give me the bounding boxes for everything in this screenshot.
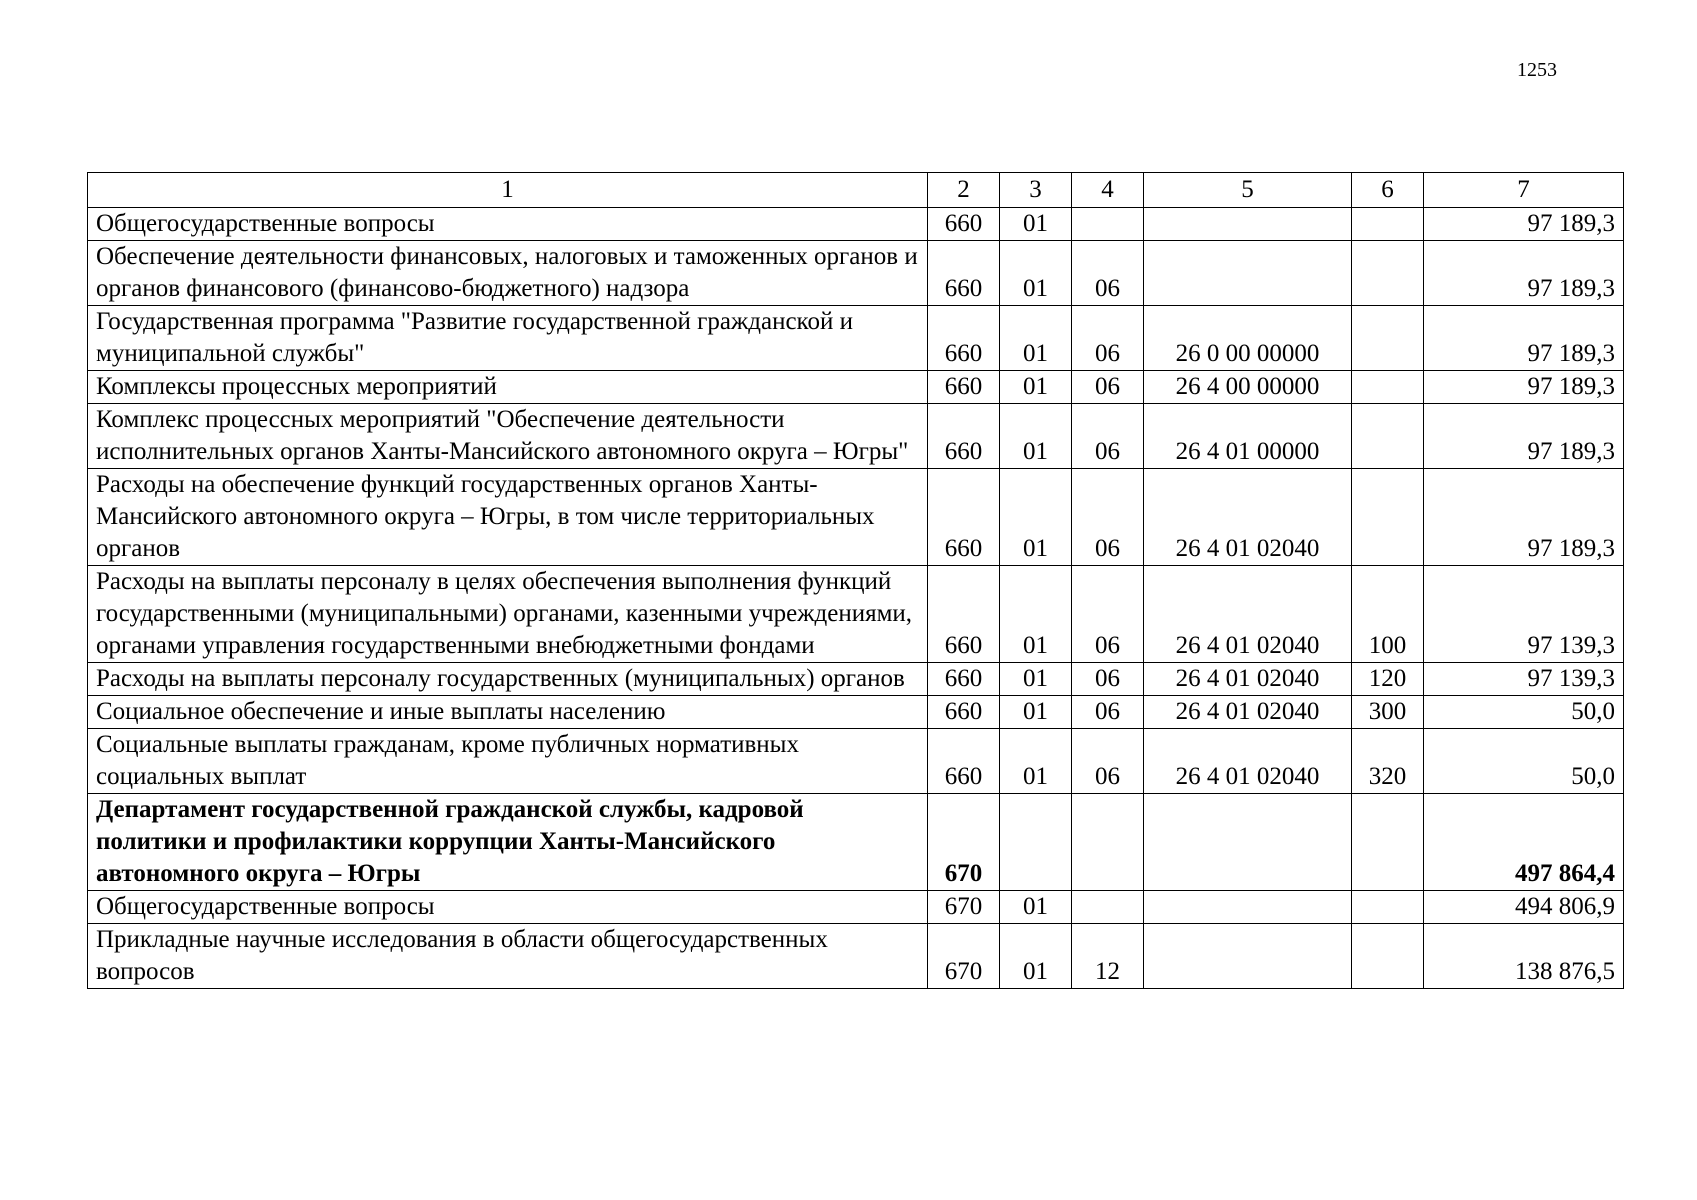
table-row bbox=[88, 729, 1624, 794]
row-amount: 50,0 bbox=[1424, 696, 1624, 729]
row-code-2: 660 bbox=[928, 306, 1000, 371]
row-code-5 bbox=[1144, 241, 1352, 306]
row-code-4: 06 bbox=[1072, 371, 1144, 404]
row-code-2: 660 bbox=[928, 696, 1000, 729]
row-code-2: 660 bbox=[928, 729, 1000, 794]
row-code-6 bbox=[1352, 208, 1424, 241]
row-amount: 50,0 bbox=[1424, 729, 1624, 794]
row-code-2: 670 bbox=[928, 794, 1000, 891]
row-code-4 bbox=[1072, 891, 1144, 924]
row-code-4 bbox=[1072, 208, 1144, 241]
row-name: Расходы на обеспечение функций государственных органов Ханты-Мансийского автономного округа – Югры, в том числе территориальных органов bbox=[88, 469, 928, 566]
row-code-4 bbox=[1072, 794, 1144, 891]
row-amount: 97 139,3 bbox=[1424, 566, 1624, 663]
row-code-5: 26 4 01 02040 bbox=[1144, 696, 1352, 729]
column-header: 5 bbox=[1144, 173, 1352, 208]
row-amount: 138 876,5 bbox=[1424, 924, 1624, 989]
row-code-6 bbox=[1352, 469, 1424, 566]
row-code-3: 01 bbox=[1000, 371, 1072, 404]
row-code-3: 01 bbox=[1000, 306, 1072, 371]
row-code-4: 06 bbox=[1072, 469, 1144, 566]
row-code-2: 660 bbox=[928, 566, 1000, 663]
table-row bbox=[88, 469, 1624, 566]
row-code-6 bbox=[1352, 891, 1424, 924]
row-code-5: 26 0 00 00000 bbox=[1144, 306, 1352, 371]
row-name: Общегосударственные вопросы bbox=[88, 208, 928, 241]
table-header-row bbox=[88, 173, 1624, 208]
row-code-4: 06 bbox=[1072, 306, 1144, 371]
row-code-2: 660 bbox=[928, 241, 1000, 306]
row-code-3: 01 bbox=[1000, 208, 1072, 241]
row-code-2: 660 bbox=[928, 404, 1000, 469]
table-row bbox=[88, 306, 1624, 371]
table-row bbox=[88, 404, 1624, 469]
row-amount: 97 189,3 bbox=[1424, 404, 1624, 469]
row-code-6: 100 bbox=[1352, 566, 1424, 663]
row-code-5 bbox=[1144, 208, 1352, 241]
row-code-4: 06 bbox=[1072, 241, 1144, 306]
table-row bbox=[88, 241, 1624, 306]
row-amount: 97 189,3 bbox=[1424, 371, 1624, 404]
row-code-6 bbox=[1352, 241, 1424, 306]
row-code-3: 01 bbox=[1000, 696, 1072, 729]
row-amount: 494 806,9 bbox=[1424, 891, 1624, 924]
row-code-6: 120 bbox=[1352, 663, 1424, 696]
row-code-3: 01 bbox=[1000, 663, 1072, 696]
row-code-6 bbox=[1352, 371, 1424, 404]
table-row bbox=[88, 663, 1624, 696]
row-code-3: 01 bbox=[1000, 469, 1072, 566]
column-header: 6 bbox=[1352, 173, 1424, 208]
row-code-5 bbox=[1144, 794, 1352, 891]
table-row bbox=[88, 794, 1624, 891]
row-name: Расходы на выплаты персоналу в целях обеспечения выполнения функций государственными (муниципальными) органами, казенными учреждениями, органами управления государственными внебюджетными фондами bbox=[88, 566, 928, 663]
row-code-4: 06 bbox=[1072, 696, 1144, 729]
row-code-3: 01 bbox=[1000, 924, 1072, 989]
row-code-6 bbox=[1352, 404, 1424, 469]
row-code-4: 06 bbox=[1072, 566, 1144, 663]
row-code-6: 300 bbox=[1352, 696, 1424, 729]
row-name: Департамент государственной гражданской службы, кадровой политики и профилактики коррупции Ханты-Мансийского автономного округа – Югры bbox=[88, 794, 928, 891]
row-amount: 97 189,3 bbox=[1424, 306, 1624, 371]
row-code-2: 660 bbox=[928, 663, 1000, 696]
column-header: 1 bbox=[88, 173, 928, 208]
table-row bbox=[88, 208, 1624, 241]
row-amount: 97 189,3 bbox=[1424, 469, 1624, 566]
row-name: Обеспечение деятельности финансовых, налоговых и таможенных органов и органов финансового (финансово-бюджетного) надзора bbox=[88, 241, 928, 306]
row-amount: 97 139,3 bbox=[1424, 663, 1624, 696]
column-header: 7 bbox=[1424, 173, 1624, 208]
budget-table bbox=[87, 172, 1624, 989]
row-name: Комплекс процессных мероприятий "Обеспечение деятельности исполнительных органов Ханты-Мансийского автономного округа – Югры" bbox=[88, 404, 928, 469]
row-code-5 bbox=[1144, 891, 1352, 924]
row-code-6: 320 bbox=[1352, 729, 1424, 794]
row-name: Комплексы процессных мероприятий bbox=[88, 371, 928, 404]
row-code-2: 660 bbox=[928, 469, 1000, 566]
column-header: 4 bbox=[1072, 173, 1144, 208]
row-name: Социальное обеспечение и иные выплаты населению bbox=[88, 696, 928, 729]
row-code-5: 26 4 01 02040 bbox=[1144, 566, 1352, 663]
row-amount: 97 189,3 bbox=[1424, 241, 1624, 306]
column-header: 2 bbox=[928, 173, 1000, 208]
table-row bbox=[88, 891, 1624, 924]
column-header: 3 bbox=[1000, 173, 1072, 208]
row-code-4: 12 bbox=[1072, 924, 1144, 989]
row-code-5: 26 4 01 02040 bbox=[1144, 729, 1352, 794]
row-name: Расходы на выплаты персоналу государственных (муниципальных) органов bbox=[88, 663, 928, 696]
page-number: 1253 bbox=[1517, 59, 1557, 81]
row-name: Социальные выплаты гражданам, кроме публичных нормативных социальных выплат bbox=[88, 729, 928, 794]
row-name: Прикладные научные исследования в области общегосударственных вопросов bbox=[88, 924, 928, 989]
row-amount: 97 189,3 bbox=[1424, 208, 1624, 241]
row-code-3: 01 bbox=[1000, 241, 1072, 306]
row-code-3: 01 bbox=[1000, 729, 1072, 794]
row-code-6 bbox=[1352, 924, 1424, 989]
row-name: Общегосударственные вопросы bbox=[88, 891, 928, 924]
row-code-2: 660 bbox=[928, 371, 1000, 404]
row-amount: 497 864,4 bbox=[1424, 794, 1624, 891]
row-code-4: 06 bbox=[1072, 729, 1144, 794]
row-code-5: 26 4 00 00000 bbox=[1144, 371, 1352, 404]
row-code-4: 06 bbox=[1072, 663, 1144, 696]
row-code-2: 660 bbox=[928, 208, 1000, 241]
row-code-3: 01 bbox=[1000, 891, 1072, 924]
row-code-2: 670 bbox=[928, 924, 1000, 989]
table-row bbox=[88, 566, 1624, 663]
row-name: Государственная программа "Развитие государственной гражданской и муниципальной службы" bbox=[88, 306, 928, 371]
table-row bbox=[88, 371, 1624, 404]
row-code-6 bbox=[1352, 794, 1424, 891]
row-code-5: 26 4 01 02040 bbox=[1144, 663, 1352, 696]
row-code-6 bbox=[1352, 306, 1424, 371]
row-code-3: 01 bbox=[1000, 566, 1072, 663]
row-code-5 bbox=[1144, 924, 1352, 989]
table-row bbox=[88, 924, 1624, 989]
row-code-2: 670 bbox=[928, 891, 1000, 924]
row-code-3: 01 bbox=[1000, 404, 1072, 469]
row-code-4: 06 bbox=[1072, 404, 1144, 469]
row-code-5: 26 4 01 00000 bbox=[1144, 404, 1352, 469]
row-code-3 bbox=[1000, 794, 1072, 891]
table-row bbox=[88, 696, 1624, 729]
row-code-5: 26 4 01 02040 bbox=[1144, 469, 1352, 566]
